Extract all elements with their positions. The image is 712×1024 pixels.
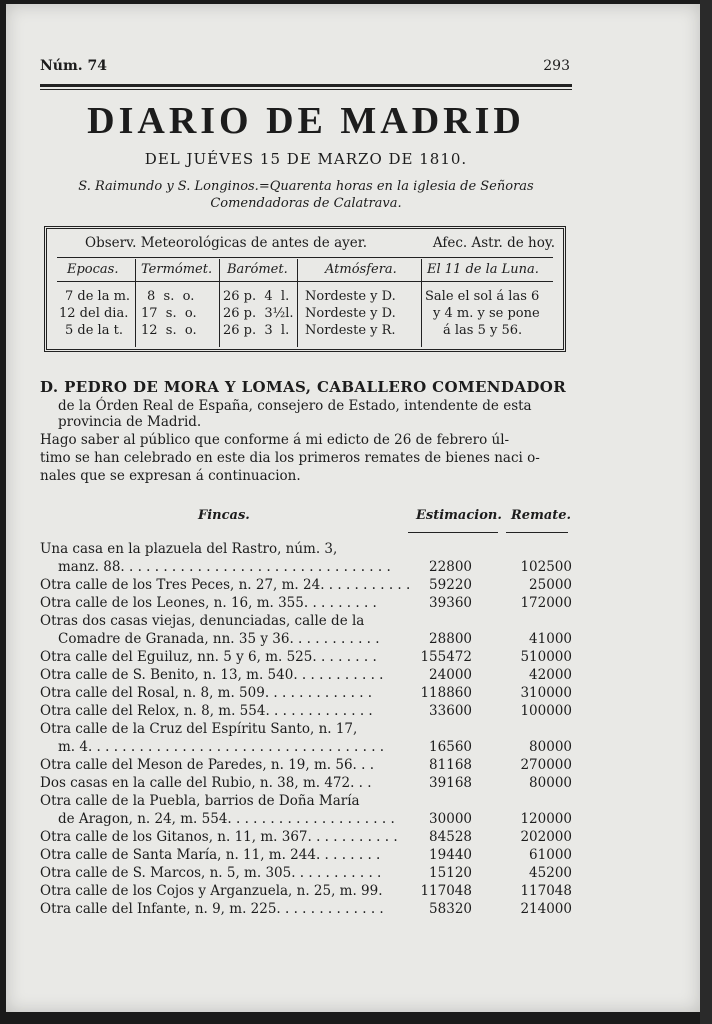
- notice-line-3: Hago saber al público que conforme á mi edicto de 26 de febrero úl-: [40, 432, 510, 448]
- row-remate: 25000: [529, 577, 572, 593]
- table-row: [40, 756, 572, 774]
- notice-line-2: provincia de Madrid.: [58, 414, 202, 430]
- row-description: Otra calle de S. Marcos, n. 5, m. 305. . . . . . . . . . .: [40, 865, 382, 881]
- row-description: Otra calle de Santa María, n. 11, m. 244. . . . . . . .: [40, 847, 381, 863]
- row-estimacion: 22800: [429, 559, 472, 575]
- row-remate: 41000: [529, 631, 572, 647]
- epoca-3: 5 de la t.: [65, 323, 123, 338]
- masthead-title: DIARIO DE MADRID: [87, 100, 525, 142]
- table-header-fincas: Fincas.: [198, 508, 250, 523]
- row-description: Otra calle de la Puebla, barrios de Doña María: [40, 793, 360, 809]
- col-atmosfera: Atmósfera.: [325, 262, 397, 277]
- row-estimacion: 118860: [420, 685, 472, 701]
- row-description: de Aragon, n. 24, m. 554. . . . . . . . . . . . . . . . . . . .: [58, 811, 395, 827]
- table-row: [40, 612, 572, 630]
- termometro-1: 8 s. o.: [147, 289, 195, 304]
- table-row: [40, 684, 572, 702]
- row-remate: 42000: [529, 667, 572, 683]
- col-barometro: Barómet.: [227, 262, 288, 277]
- row-description: Otra calle del Rosal, n. 8, m. 509. . . . . . . . . . . . .: [40, 685, 373, 701]
- row-remate: 214000: [520, 901, 572, 917]
- table-row: [40, 594, 572, 612]
- row-description: Otra calle del Infante, n. 9, m. 225. . . . . . . . . . . . .: [40, 901, 384, 917]
- row-estimacion: 30000: [429, 811, 472, 827]
- row-description: Una casa en la plazuela del Rastro, núm. 3,: [40, 541, 338, 557]
- top-row: [40, 58, 570, 78]
- astro-title: Afec. Astr. de hoy.: [432, 235, 555, 251]
- table-row: [40, 576, 572, 594]
- luna-3: á las 5 y 56.: [443, 323, 523, 338]
- row-description: Otra calle de S. Benito, n. 13, m. 540. . . . . . . . . . .: [40, 667, 384, 683]
- meteo-header-row: [47, 235, 563, 255]
- row-estimacion: 84528: [429, 829, 472, 845]
- row-remate: 100000: [520, 703, 572, 719]
- page-edge: [700, 0, 712, 1024]
- meteo-divider: [219, 259, 220, 347]
- meteo-divider: [421, 259, 422, 347]
- table-row: [40, 540, 572, 558]
- row-estimacion: 59220: [429, 577, 472, 593]
- table-row: [40, 810, 572, 828]
- row-remate: 270000: [520, 757, 572, 773]
- luna-2: y 4 m. y se pone: [433, 306, 540, 321]
- row-estimacion: 15120: [429, 865, 472, 881]
- saints-line-2: Comendadoras de Calatrava.: [210, 196, 402, 211]
- table-row: [40, 774, 572, 792]
- termometro-2: 17 s. o.: [141, 306, 197, 321]
- meteo-divider: [297, 259, 298, 347]
- row-estimacion: 28800: [429, 631, 472, 647]
- barometro-1: 26 p. 4 l.: [223, 289, 290, 304]
- table-row: [40, 828, 572, 846]
- row-description: Otra calle del Eguiluz, nn. 5 y 6, m. 525. . . . . . . .: [40, 649, 377, 665]
- notice-heading: D. PEDRO DE MORA Y LOMAS, CABALLERO COMENDADOR: [40, 378, 567, 396]
- row-description: Otra calle de los Leones, n. 16, m. 355. . . . . . . . .: [40, 595, 377, 611]
- meteo-rule-mid: [57, 281, 553, 282]
- table-row: [40, 666, 572, 684]
- row-remate: 310000: [520, 685, 572, 701]
- table-row: [40, 864, 572, 882]
- row-remate: 117048: [520, 883, 572, 899]
- notice-line-4: timo se han celebrado en este dia los primeros remates de bienes naci o-: [40, 450, 540, 466]
- row-description: manz. 88. . . . . . . . . . . . . . . . . . . . . . . . . . . . . . . .: [58, 559, 391, 575]
- luna-1: Sale el sol á las 6: [425, 289, 540, 304]
- atmosfera-1: Nordeste y D.: [305, 289, 396, 304]
- table-row: [40, 846, 572, 864]
- saints-line-1: S. Raimundo y S. Longinos.=Quarenta horas en la iglesia de Señoras: [78, 179, 534, 194]
- row-estimacion: 117048: [420, 883, 472, 899]
- notice-line-5: nales que se expresan á continuacion.: [40, 468, 301, 484]
- meteo-rule-top: [57, 257, 553, 258]
- table-header-remate: Remate.: [511, 508, 572, 523]
- row-description: Otra calle de los Tres Peces, n. 27, m. 24. . . . . . . . . . .: [40, 577, 411, 593]
- row-remate: 102500: [520, 559, 572, 575]
- row-estimacion: 155472: [420, 649, 472, 665]
- meteo-divider: [135, 259, 136, 347]
- col-epocas: Epocas.: [67, 262, 119, 277]
- row-estimacion: 39360: [429, 595, 472, 611]
- atmosfera-2: Nordeste y D.: [305, 306, 396, 321]
- table-row: [40, 900, 572, 918]
- termometro-3: 12 s. o.: [141, 323, 197, 338]
- row-remate: 45200: [529, 865, 572, 881]
- row-remate: 172000: [520, 595, 572, 611]
- row-description: Otras dos casas viejas, denunciadas, calle de la: [40, 613, 365, 629]
- barometro-2: 26 p. 3½l.: [223, 306, 294, 321]
- table-row: [40, 648, 572, 666]
- meteorological-box: [44, 226, 566, 352]
- epoca-1: 7 de la m.: [65, 289, 131, 304]
- row-description: Otra calle de los Cojos y Arganzuela, n. 25, m. 99.: [40, 883, 383, 899]
- row-remate: 80000: [529, 775, 572, 791]
- row-remate: 61000: [529, 847, 572, 863]
- row-description: Dos casas en la calle del Rubio, n. 38, m. 472. . .: [40, 775, 372, 791]
- row-description: Comadre de Granada, nn. 35 y 36. . . . . . . . . . .: [58, 631, 380, 647]
- row-remate: 120000: [520, 811, 572, 827]
- meteo-title: Observ. Meteorológicas de antes de ayer.: [85, 235, 368, 251]
- table-header-rule: [408, 532, 498, 533]
- epoca-2: 12 del dia.: [59, 306, 129, 321]
- page-number: 293: [543, 58, 570, 74]
- row-estimacion: 16560: [429, 739, 472, 755]
- row-description: Otra calle de la Cruz del Espíritu Santo, n. 17,: [40, 721, 358, 737]
- atmosfera-3: Nordeste y R.: [305, 323, 396, 338]
- row-estimacion: 24000: [429, 667, 472, 683]
- row-estimacion: 81168: [429, 757, 472, 773]
- table-row: [40, 882, 572, 900]
- table-header-rule: [506, 532, 568, 533]
- top-rule-thin: [40, 89, 572, 90]
- row-description: Otra calle del Relox, n. 8, m. 554. . . . . . . . . . . . .: [40, 703, 373, 719]
- row-estimacion: 33600: [429, 703, 472, 719]
- row-description: m. 4. . . . . . . . . . . . . . . . . . . . . . . . . . . . . . . . . . .: [58, 739, 385, 755]
- row-remate: 80000: [529, 739, 572, 755]
- table-row: [40, 558, 572, 576]
- row-estimacion: 19440: [429, 847, 472, 863]
- table-row: [40, 792, 572, 810]
- col-termometro: Termómet.: [141, 262, 213, 277]
- notice-line-1: de la Órden Real de España, consejero de Estado, intendente de esta: [58, 398, 532, 414]
- col-luna: El 11 de la Luna.: [427, 262, 539, 277]
- issue-number: Núm. 74: [40, 58, 108, 74]
- row-remate: 202000: [520, 829, 572, 845]
- table-row: [40, 630, 572, 648]
- row-estimacion: 39168: [429, 775, 472, 791]
- row-description: Otra calle del Meson de Paredes, n. 19, m. 56. . .: [40, 757, 374, 773]
- table-row: [40, 702, 572, 720]
- saints-of-day: [40, 178, 572, 212]
- dateline: DEL JUÉVES 15 DE MARZO DE 1810.: [144, 150, 468, 168]
- row-description: Otra calle de los Gitanos, n. 11, m. 367. . . . . . . . . . .: [40, 829, 398, 845]
- table-row: [40, 720, 572, 738]
- row-remate: 510000: [520, 649, 572, 665]
- row-estimacion: 58320: [429, 901, 472, 917]
- top-rule: [40, 84, 572, 87]
- barometro-3: 26 p. 3 l.: [223, 323, 290, 338]
- table-row: [40, 738, 572, 756]
- table-header-estimacion: Estimacion.: [416, 508, 502, 523]
